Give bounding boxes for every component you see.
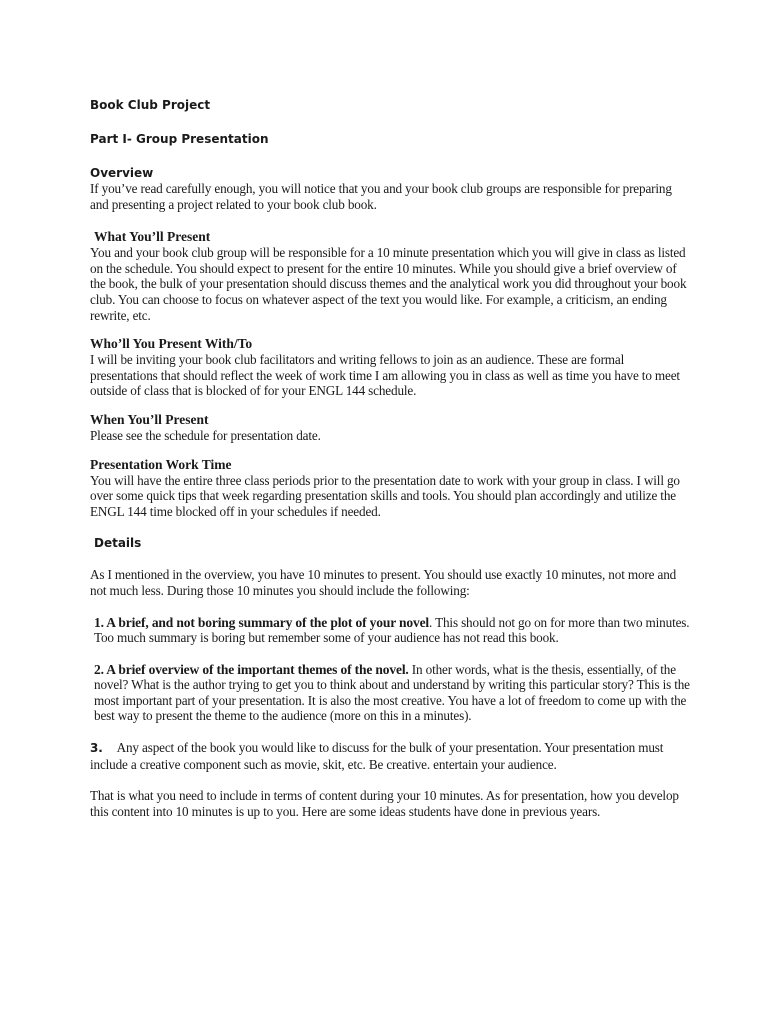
part-heading: Part I- Group Presentation xyxy=(90,132,269,146)
item-2-text: In other words, what is the thesis, essentially, of the novel? What is the author trying to get you to think about and understand by writing this particular story? This is the most important part of your presentation. It is also the most creative. You have a lot of freedom to come up with the best way to present the theme to the audience (more on this in a minutes). xyxy=(94,661,690,724)
item-2-lead: 2. A brief overview of the important themes of the novel. xyxy=(94,661,409,677)
details-intro: As I mentioned in the overview, you have 10 minutes to present. You should use exactly 10 minutes, not more and not much less. During those 10 minutes you should include the following: xyxy=(90,567,677,598)
item-3-number: 3. xyxy=(90,741,103,756)
details-item-2 xyxy=(90,662,690,724)
item-3-text: Any aspect of the book you would like to discuss for the bulk of your presentation. Your presentation must include a creative component such as movie, skit, etc. Be creative. entertain your audience. xyxy=(90,740,664,772)
who-heading: Who’ll You Present With/To xyxy=(90,336,253,352)
item-1-lead: 1. A brief, and not boring summary of the plot of your novel xyxy=(94,614,430,630)
what-heading: What You’ll Present xyxy=(94,229,211,245)
details-item-3 xyxy=(90,740,690,772)
worktime-heading: Presentation Work Time xyxy=(90,456,232,472)
details-item-1 xyxy=(90,615,690,646)
document-title: Book Club Project xyxy=(90,98,211,112)
what-text: You and your book club group will be responsible for a 10 minute presentation which you will give in class as listed on the schedule. You should expect to present for the entire 10 minutes. While you should give a brief overview of the book, the bulk of your presentation should discuss themes and the analytical work you did throughout your book club. You can choose to focus on whatever aspect of the text you would like. For example, a criticism, an ending rewrite, etc. xyxy=(90,245,687,323)
overview-heading: Overview xyxy=(90,166,154,180)
overview-text: If you’ve read carefully enough, you will notice that you and your book club groups are responsible for preparing and presenting a project related to your book club book. xyxy=(90,181,672,212)
item-1-text: . This should not go on for more than two minutes. Too much summary is boring but remember some of your audience has not read this book. xyxy=(94,614,690,646)
when-text: Please see the schedule for presentation date. xyxy=(90,427,321,443)
details-heading: Details xyxy=(94,536,142,551)
when-heading: When You’ll Present xyxy=(90,411,209,427)
worktime-text: You will have the entire three class periods prior to the presentation date to work with your group in class. I will go over some quick tips that week regarding presentation skills and tools. You should plan accordingly and utilize the ENGL 144 time blocked off in your schedules if needed. xyxy=(90,472,680,519)
who-text: I will be inviting your book club facilitators and writing fellows to join as an audience. These are formal presentations that should reflect the week of work time I am allowing you in class as well as time you have to meet outside of class that is blocked of for your ENGL 144 schedule. xyxy=(90,352,680,399)
document-page xyxy=(90,97,690,819)
details-closing: That is what you need to include in terms of content during your 10 minutes. As for presentation, how you develop this content into 10 minutes is up to you. Here are some ideas students have done in previous years. xyxy=(90,788,679,819)
